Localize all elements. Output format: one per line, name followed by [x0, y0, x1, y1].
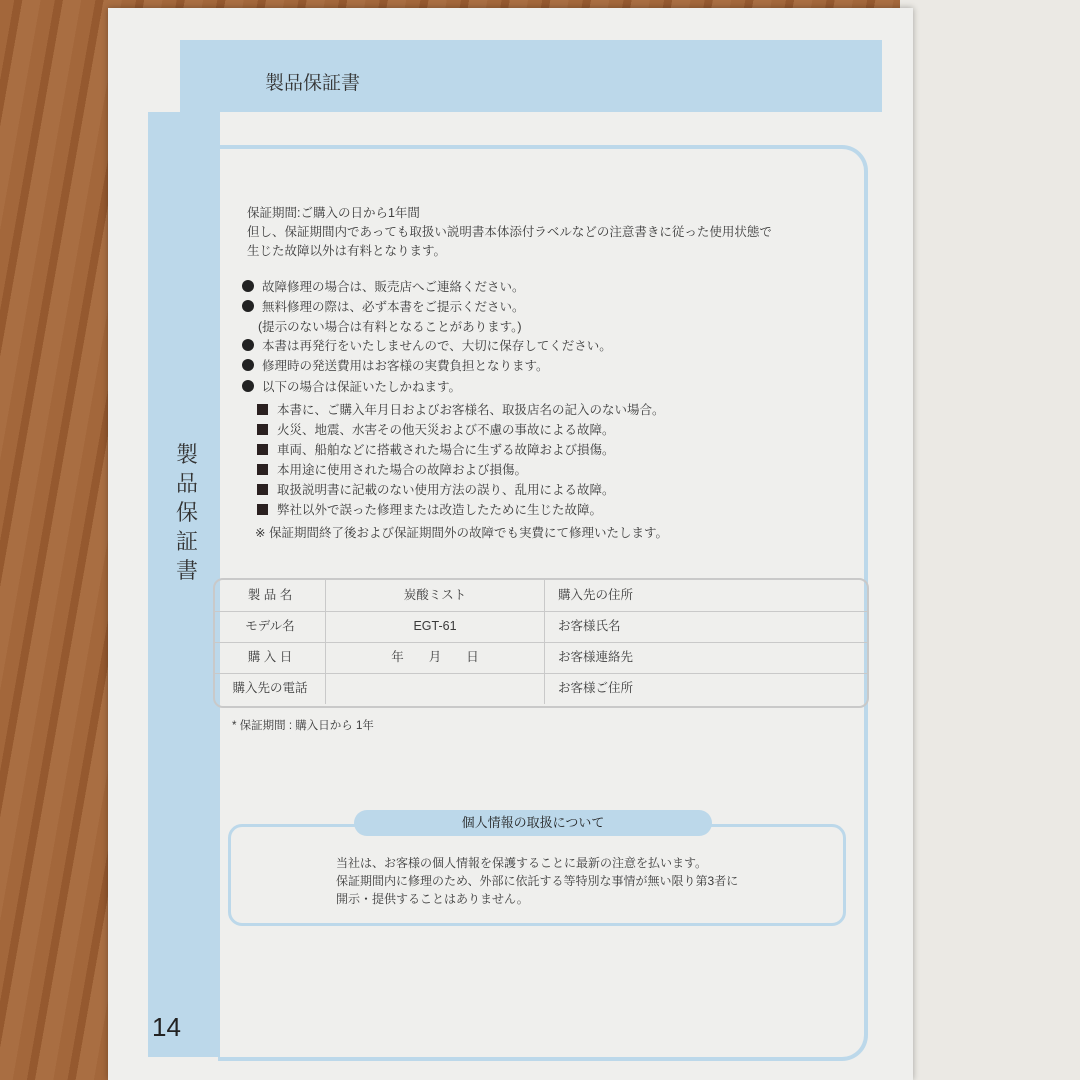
bullet-text: 以下の場合は保証いたしかねます。 — [262, 380, 462, 394]
bullet-subtext: (提示のない場合は有料となることがあります。) — [258, 320, 522, 334]
exclusion-text: 弊社以外で誤った修理または改造したために生じた故障。 — [277, 503, 603, 517]
bullet-item — [242, 277, 525, 295]
row-right-label: 購入先の住所 — [558, 588, 634, 602]
bullet-text: 修理時の発送費用はお客様の実費負担となります。 — [262, 359, 549, 373]
square-bullet-icon — [257, 444, 268, 455]
remark: ※ 保証期間終了後および保証期間外の故障でも実費にて修理いたします。 — [255, 526, 668, 540]
exclusion-text: 取扱説明書に記載のない使用方法の誤り、乱用による故障。 — [277, 483, 615, 497]
exclusion-item — [257, 480, 615, 498]
vertical-title: 製品保証書 — [175, 442, 198, 583]
page-title: 製品保証書 — [265, 73, 361, 94]
exclusion-item — [257, 440, 615, 458]
exclusion-item — [257, 420, 615, 438]
bullet-icon — [242, 380, 254, 392]
warranty-table — [213, 578, 869, 708]
row-right-label: お客様連絡先 — [558, 650, 634, 664]
exclusion-item — [257, 400, 665, 418]
privacy-line: 保証期間内に修理のため、外部に依託する等特別な事情が無い限り第3者に — [336, 874, 739, 888]
row-label: 製 品 名 — [215, 580, 326, 611]
row-value: EGT-61 — [326, 611, 545, 642]
page-number: 14 — [152, 1012, 181, 1042]
bullet-item — [242, 356, 549, 374]
bullet-icon — [242, 339, 254, 351]
table-note: * 保証期間 : 購入日から 1年 — [232, 720, 374, 732]
table-row — [215, 611, 867, 643]
intro-line: 但し、保証期間内であっても取扱い説明書本体添付ラベルなどの注意書きに従った使用状態で — [247, 225, 772, 239]
row-right-label: お客様氏名 — [558, 619, 621, 633]
bullet-icon — [242, 300, 254, 312]
exclusion-item — [257, 460, 527, 478]
exclusion-text: 本書に、ご購入年月日およびお客様名、取扱店名の記入のない場合。 — [277, 403, 665, 417]
square-bullet-icon — [257, 424, 268, 435]
exclusion-item — [257, 500, 602, 518]
privacy-line: 当社は、お客様の個人情報を保護することに最新の注意を払います。 — [336, 856, 708, 870]
table-row — [215, 642, 867, 674]
row-value: 炭酸ミスト — [326, 580, 545, 611]
exclusion-text: 本用途に使用された場合の故障および損傷。 — [277, 463, 528, 477]
square-bullet-icon — [257, 504, 268, 515]
bullet-text: 故障修理の場合は、販売店へご連絡ください。 — [262, 280, 525, 294]
bullet-text: 無料修理の際は、必ず本書をご提示ください。 — [262, 300, 525, 314]
row-right-label: お客様ご住所 — [558, 681, 634, 695]
bullet-icon — [242, 359, 254, 371]
bullet-item — [242, 336, 612, 354]
bullet-text: 本書は再発行をいたしませんので、大切に保存してください。 — [262, 339, 612, 353]
row-value — [326, 673, 545, 704]
row-value: 年 月 日 — [326, 642, 545, 673]
bullet-item — [242, 297, 525, 315]
intro-line: 生じた故障以外は有料となります。 — [247, 244, 447, 258]
row-label: モデル名 — [215, 611, 326, 642]
square-bullet-icon — [257, 484, 268, 495]
privacy-line: 開示・提供することはありません。 — [336, 892, 529, 906]
row-label: 購 入 日 — [215, 642, 326, 673]
exclusion-text: 火災、地震、水害その他天災および不慮の事故による故障。 — [277, 423, 615, 437]
square-bullet-icon — [257, 404, 268, 415]
exclusion-text: 車両、船舶などに搭載された場合に生ずる故障および損傷。 — [277, 443, 615, 457]
square-bullet-icon — [257, 464, 268, 475]
table-row — [215, 580, 867, 612]
table-row — [215, 673, 867, 704]
facing-page — [900, 0, 1080, 1080]
bullet-item — [242, 377, 461, 395]
row-label: 購入先の電話 — [215, 673, 326, 704]
privacy-title: 個人情報の取扱について — [354, 810, 712, 836]
intro-line: 保証期間:ご購入の日から1年間 — [247, 206, 420, 220]
bullet-icon — [242, 280, 254, 292]
